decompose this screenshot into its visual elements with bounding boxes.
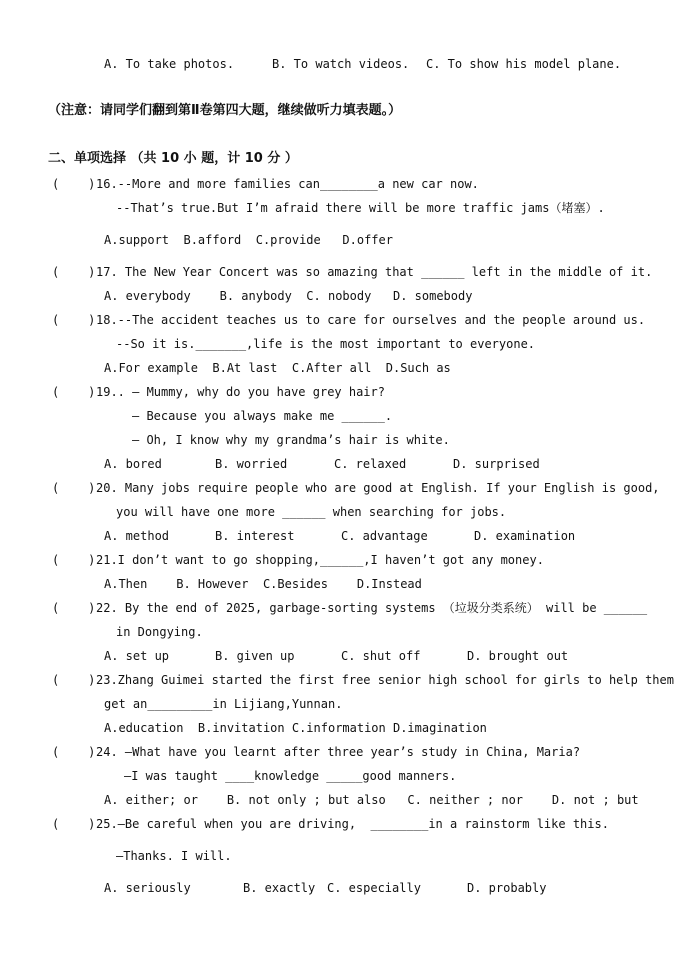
question-options: A.education B.invitation C.information D.imagination: [104, 721, 487, 735]
question-line: — Because you always make me ______.: [132, 409, 393, 423]
option-b: B. worried: [215, 457, 288, 471]
question-line: —I was taught ____knowledge _____good manners.: [124, 769, 457, 783]
q15-option-a: A. To take photos.: [104, 57, 235, 71]
option-a: A. method: [104, 529, 170, 543]
question-options: A. either; or B. not only ; but also C. neither ; nor D. not ; but: [104, 793, 639, 807]
answer-bracket: ( ): [52, 265, 96, 279]
answer-bracket: ( ): [52, 553, 96, 567]
option-b: B. given up: [215, 649, 295, 663]
option-c: C. shut off: [341, 649, 421, 663]
question-options: A.For example B.At last C.After all D.Such as: [104, 361, 451, 375]
option-b: B. interest: [215, 529, 295, 543]
question-line: in Dongying.: [116, 625, 203, 639]
question-line: --That’s true.But I’m afraid there will be more traffic jams（堵塞）.: [116, 201, 605, 215]
question-line: —Thanks. I will.: [116, 849, 232, 863]
question-options: A. everybody B. anybody C. nobody D. somebody: [104, 289, 473, 303]
question-line: — Oh, I know why my grandma’s hair is white.: [132, 433, 450, 447]
option-a: A. set up: [104, 649, 170, 663]
question-options: A.support B.afford C.provide D.offer: [104, 233, 393, 247]
question-stem: 23.Zhang Guimei started the first free senior high school for girls to help them: [96, 673, 674, 687]
q15-option-b: B. To watch videos.: [272, 57, 410, 71]
section-title: 二、单项选择 （共 10 小 题，计 10 分 ）: [48, 151, 298, 166]
question-line: you will have one more ______ when searching for jobs.: [116, 505, 507, 519]
question-stem: 22. By the end of 2025, garbage-sorting systems （垃圾分类系统） will be ______: [96, 601, 648, 615]
answer-bracket: ( ): [52, 601, 96, 615]
question-stem: 16.--More and more families can________a new car now.: [96, 177, 479, 191]
answer-bracket: ( ): [52, 385, 96, 399]
question-line: --So it is._______,life is the most important to everyone.: [116, 337, 536, 351]
option-a: A. bored: [104, 457, 162, 471]
option-d: D. probably: [467, 881, 547, 895]
notice: （注意：请同学们翻到第Ⅱ卷第四大题，继续做听力填表题。）: [48, 103, 402, 118]
question-line: get an_________in Lijiang,Yunnan.: [104, 697, 343, 711]
question-stem: 21.I don’t want to go shopping,______,I haven’t got any money.: [96, 553, 544, 567]
question-stem: 18.--The accident teaches us to care for ourselves and the people around us.: [96, 313, 646, 327]
option-b: B. exactly: [243, 881, 316, 895]
option-c: C. especially: [327, 881, 421, 895]
answer-bracket: ( ): [52, 673, 96, 687]
question-stem: 17. The New Year Concert was so amazing that ______ left in the middle of it.: [96, 265, 653, 279]
option-c: C. advantage: [341, 529, 428, 543]
question-stem: 24. —What have you learnt after three year’s study in China, Maria?: [96, 745, 581, 759]
option-d: D. brought out: [467, 649, 569, 663]
answer-bracket: ( ): [52, 481, 96, 495]
question-stem: 19.. — Mummy, why do you have grey hair?: [96, 385, 385, 399]
answer-bracket: ( ): [52, 745, 96, 759]
option-d: D. surprised: [453, 457, 540, 471]
answer-bracket: ( ): [52, 817, 96, 831]
question-stem: 25.—Be careful when you are driving, ________in a rainstorm like this.: [96, 817, 609, 831]
q15-option-c: C. To show his model plane.: [426, 57, 622, 71]
question-options: A.Then B. However C.Besides D.Instead: [104, 577, 422, 591]
answer-bracket: ( ): [52, 177, 96, 191]
option-a: A. seriously: [104, 881, 191, 895]
option-d: D. examination: [474, 529, 576, 543]
option-c: C. relaxed: [334, 457, 407, 471]
answer-bracket: ( ): [52, 313, 96, 327]
question-stem: 20. Many jobs require people who are good at English. If your English is good,: [96, 481, 660, 495]
